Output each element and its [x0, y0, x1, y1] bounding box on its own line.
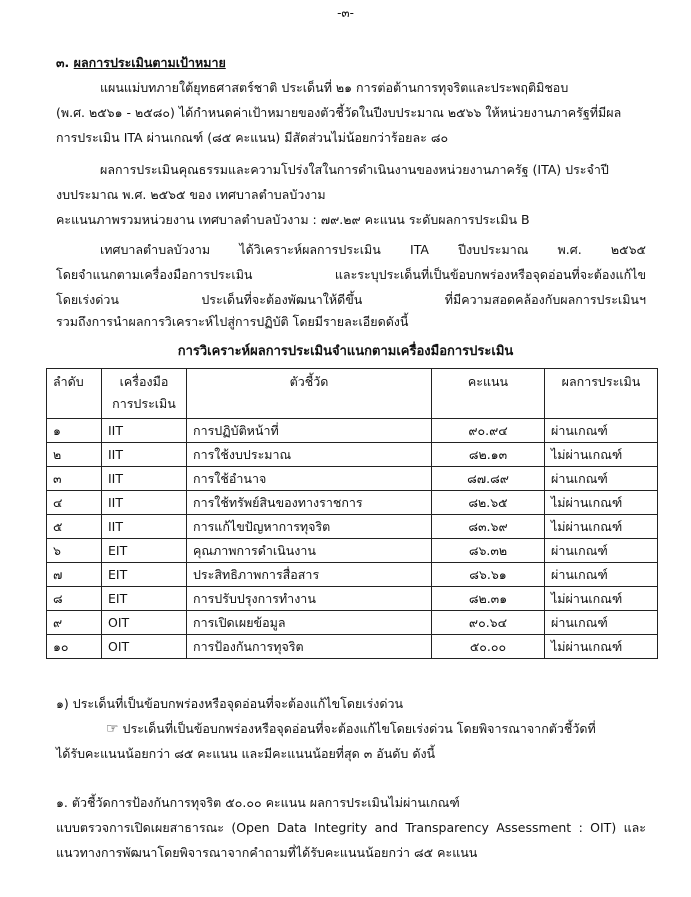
cell-tool: EIT	[102, 539, 187, 563]
pointing-hand-icon: ☞	[106, 721, 119, 737]
paragraph3-line1: เทศบาลตำบลบัวงาม ได้วิเคราะห์ผลการประเมิน ITA ปีงบประมาณ พ.ศ. ๒๕๖๕	[100, 242, 646, 257]
header-tool-line2: การประเมิน	[112, 396, 176, 411]
cell-result: ไม่ผ่านเกณฑ์	[545, 587, 658, 611]
paragraph3-line3: โดยเร่งด่วน ประเด็นที่จะต้องพัฒนาให้ดีขึ้น ที่มีความสอดคล้องกับผลการประเมินฯ	[56, 292, 646, 307]
results-table	[46, 368, 658, 659]
table-row	[47, 491, 658, 515]
table-row	[47, 563, 658, 587]
cell-result: ผ่านเกณฑ์	[545, 563, 658, 587]
cell-indicator: การแก้ไขปัญหาการทุจริต	[187, 515, 432, 539]
paragraph3-line4: รวมถึงการนำผลการวิเคราะห์ไปสู่การปฏิบัติ โดยมีรายละเอียดดังนี้	[56, 314, 409, 329]
section-heading	[56, 50, 646, 75]
table-title: การวิเคราะห์ผลการประเมินจำแนกตามเครื่องมือการประเมิน	[177, 344, 514, 359]
cell-order: ๓	[47, 467, 102, 491]
cell-indicator: การใช้อำนาจ	[187, 467, 432, 491]
cell-tool: IIT	[102, 443, 187, 467]
cell-indicator: การปรับปรุงการทำงาน	[187, 587, 432, 611]
cell-score: ๘๖.๖๑	[432, 563, 545, 587]
table-row	[47, 539, 658, 563]
subsection1-line1	[56, 716, 646, 742]
section-title: ผลการประเมินตามเป้าหมาย	[73, 55, 226, 70]
cell-result: ไม่ผ่านเกณฑ์	[545, 635, 658, 659]
subsection1-line1-text: ประเด็นที่เป็นข้อบกพร่องหรือจุดอ่อนที่จะต้องแก้ไขโดยเร่งด่วน โดยพิจารณาจากตัวชี้วัดที่	[122, 721, 596, 736]
section-number: ๓.	[56, 55, 70, 70]
cell-result: ไม่ผ่านเกณฑ์	[545, 515, 658, 539]
header-tool-line1: เครื่องมือ	[119, 374, 169, 389]
cell-score: ๘๒.๖๕	[432, 491, 545, 515]
table-header-row	[47, 369, 658, 419]
cell-tool: IIT	[102, 419, 187, 443]
cell-order: ๔	[47, 491, 102, 515]
subsection1-title: ๑) ประเด็นที่เป็นข้อบกพร่องหรือจุดอ่อนที่จะต้องแก้ไขโดยเร่งด่วน	[56, 696, 404, 711]
page-number: -๓-	[337, 6, 354, 20]
cell-tool: IIT	[102, 491, 187, 515]
cell-result: ไม่ผ่านเกณฑ์	[545, 491, 658, 515]
cell-order: ๑๐	[47, 635, 102, 659]
paragraph1-line2: (พ.ศ. ๒๕๖๑ - ๒๕๘๐) ได้กำหนดค่าเป้าหมายของตัวชี้วัดในปีงบประมาณ ๒๕๖๖ ให้หน่วยงานภาครัฐที่มีผล	[56, 105, 622, 120]
item1-line2: แบบตรวจการเปิดเผยสาธารณะ (Open Data Integrity and Transparency Assessment : OIT) และ	[56, 820, 646, 835]
header-order: ลำดับ	[47, 369, 102, 419]
cell-order: ๗	[47, 563, 102, 587]
cell-tool: OIT	[102, 611, 187, 635]
cell-indicator: การใช้ทรัพย์สินของทางราชการ	[187, 491, 432, 515]
paragraph1-line3: การประเมิน ITA ผ่านเกณฑ์ (๘๕ คะแนน) มีสัดส่วนไม่น้อยกว่าร้อยละ ๘๐	[56, 130, 449, 145]
cell-tool: EIT	[102, 587, 187, 611]
table-row	[47, 419, 658, 443]
subsection1-line2: ได้รับคะแนนน้อยกว่า ๘๕ คะแนน และมีคะแนนน้อยที่สุด ๓ อันดับ ดังนี้	[56, 746, 436, 761]
paragraph1-line1: แผนแม่บทภายใต้ยุทธศาสตร์ชาติ ประเด็นที่ ๒๑ การต่อต้านการทุจริตและประพฤติมิชอบ	[100, 80, 569, 95]
cell-score: ๙๐.๙๔	[432, 419, 545, 443]
item1-line1: ๑. ตัวชี้วัดการป้องกันการทุจริต ๕๐.๐๐ คะแนน ผลการประเมินไม่ผ่านเกณฑ์	[56, 795, 460, 810]
header-tool	[102, 369, 187, 419]
cell-tool: EIT	[102, 563, 187, 587]
cell-result: ผ่านเกณฑ์	[545, 467, 658, 491]
table-row	[47, 587, 658, 611]
header-score: คะแนน	[432, 369, 545, 419]
cell-indicator: การเปิดเผยข้อมูล	[187, 611, 432, 635]
cell-score: ๘๒.๓๑	[432, 587, 545, 611]
cell-tool: OIT	[102, 635, 187, 659]
cell-indicator: คุณภาพการดำเนินงาน	[187, 539, 432, 563]
cell-score: ๘๒.๑๓	[432, 443, 545, 467]
cell-indicator: การใช้งบประมาณ	[187, 443, 432, 467]
cell-indicator: การป้องกันการทุจริต	[187, 635, 432, 659]
cell-tool: IIT	[102, 467, 187, 491]
cell-score: ๙๐.๖๔	[432, 611, 545, 635]
item1-line3: แนวทางการพัฒนาโดยพิจารณาจากคำถามที่ได้รับคะแนนน้อยกว่า ๘๕ คะแนน	[56, 845, 478, 860]
cell-score: ๘๖.๓๒	[432, 539, 545, 563]
cell-order: ๙	[47, 611, 102, 635]
table-row	[47, 467, 658, 491]
cell-score: ๕๐.๐๐	[432, 635, 545, 659]
cell-result: ผ่านเกณฑ์	[545, 419, 658, 443]
cell-order: ๘	[47, 587, 102, 611]
paragraph2-line2: งบประมาณ พ.ศ. ๒๕๖๕ ของ เทศบาลตำบลบัวงาม	[56, 187, 326, 202]
cell-indicator: การปฏิบัติหน้าที่	[187, 419, 432, 443]
table-row	[47, 443, 658, 467]
cell-result: ผ่านเกณฑ์	[545, 539, 658, 563]
cell-tool: IIT	[102, 515, 187, 539]
header-indicator: ตัวชี้วัด	[187, 369, 432, 419]
cell-order: ๒	[47, 443, 102, 467]
paragraph3-line2: โดยจำแนกตามเครื่องมือการประเมิน และระบุประเด็นที่เป็นข้อบกพร่องหรือจุดอ่อนที่จะต้องแก้ไข	[56, 267, 646, 282]
cell-order: ๖	[47, 539, 102, 563]
header-result: ผลการประเมิน	[545, 369, 658, 419]
cell-result: ผ่านเกณฑ์	[545, 611, 658, 635]
cell-score: ๘๓.๖๙	[432, 515, 545, 539]
paragraph2-line3: คะแนนภาพรวมหน่วยงาน เทศบาลตำบลบัวงาม : ๗๙.๒๙ คะแนน ระดับผลการประเมิน B	[56, 212, 530, 227]
cell-result: ไม่ผ่านเกณฑ์	[545, 443, 658, 467]
cell-score: ๘๗.๘๙	[432, 467, 545, 491]
cell-indicator: ประสิทธิภาพการสื่อสาร	[187, 563, 432, 587]
table-row	[47, 635, 658, 659]
paragraph2-line1: ผลการประเมินคุณธรรมและความโปร่งใสในการดำเนินงานของหน่วยงานภาครัฐ (ITA) ประจำปี	[100, 162, 609, 177]
table-row	[47, 515, 658, 539]
table-row	[47, 611, 658, 635]
cell-order: ๑	[47, 419, 102, 443]
cell-order: ๕	[47, 515, 102, 539]
